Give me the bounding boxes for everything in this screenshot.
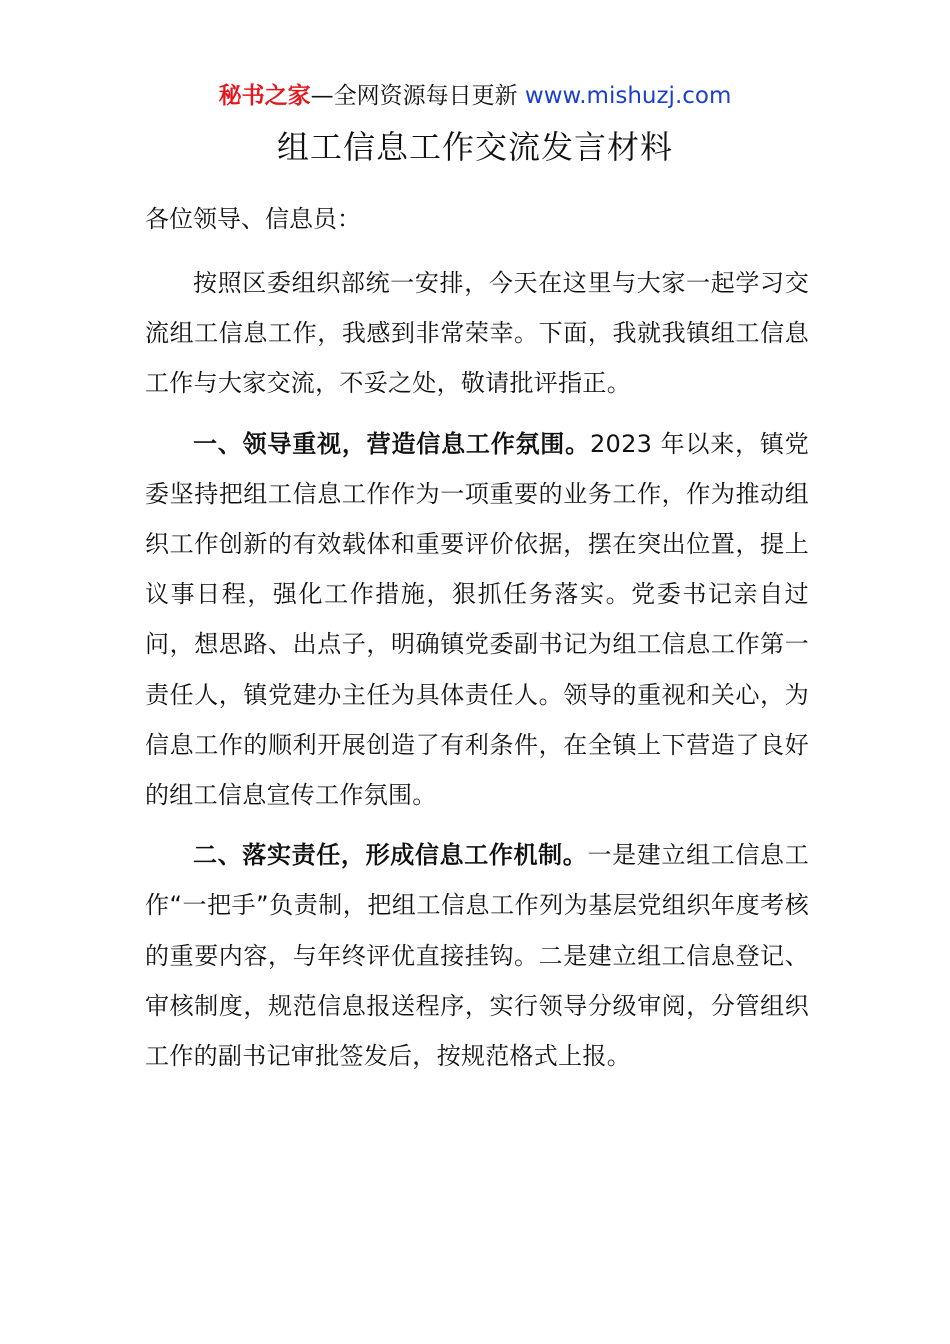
salutation: 各位领导、信息员： xyxy=(145,205,361,233)
paragraph-text: 按照区委组织部统一安排，今天在这里与大家一起学习交流组工信息工作，我感到非常荣幸。下面，我就我镇组工信息工作与大家交流，不妥之处，敬请批评指正。 xyxy=(145,269,809,398)
site-brand: 秘书之家 xyxy=(218,83,311,109)
paragraph-intro xyxy=(145,258,809,409)
document-body xyxy=(145,258,809,1091)
section-heading: 二、落实责任，形成信息工作机制。 xyxy=(193,841,588,870)
site-tagline: —全网资源每日更新 xyxy=(310,83,525,109)
paragraph-text: 2023 年以来，镇党委坚持把组工信息工作作为一项重要的业务工作，作为推动组织工作创新的有效载体和重要评价依据，摆在突出位置，提上议事日程，强化工作措施，狠抓任务落实。党委书记亲自过问，想思路、出点子，明确镇党委副书记为组工信息工作第一责任人，镇党建办主任为具体责任人。领导的重视和关心，为信息工作的顺利开展创造了有利条件，在全镇上下营造了良好的组工信息宣传工作氛围。 xyxy=(145,429,809,810)
site-url-link[interactable]: www.mishuzj.com xyxy=(524,83,732,109)
section-heading: 一、领导重视，营造信息工作氛围。 xyxy=(193,429,590,458)
paragraph-text: 一是建立组工信息工作“一把手”负责制，把组工信息工作列为基层党组织年度考核的重要内容，与年终评优直接挂钩。二是建立组工信息登记、审核制度，规范信息报送程序，实行领导分级审阅，分管组织工作的副书记审批签发后，按规范格式上报。 xyxy=(145,841,809,1071)
document-title: 组工信息工作交流发言材料 xyxy=(276,128,673,166)
paragraph-section-1 xyxy=(145,419,809,821)
paragraph-section-2 xyxy=(145,830,809,1081)
site-header xyxy=(0,80,950,112)
